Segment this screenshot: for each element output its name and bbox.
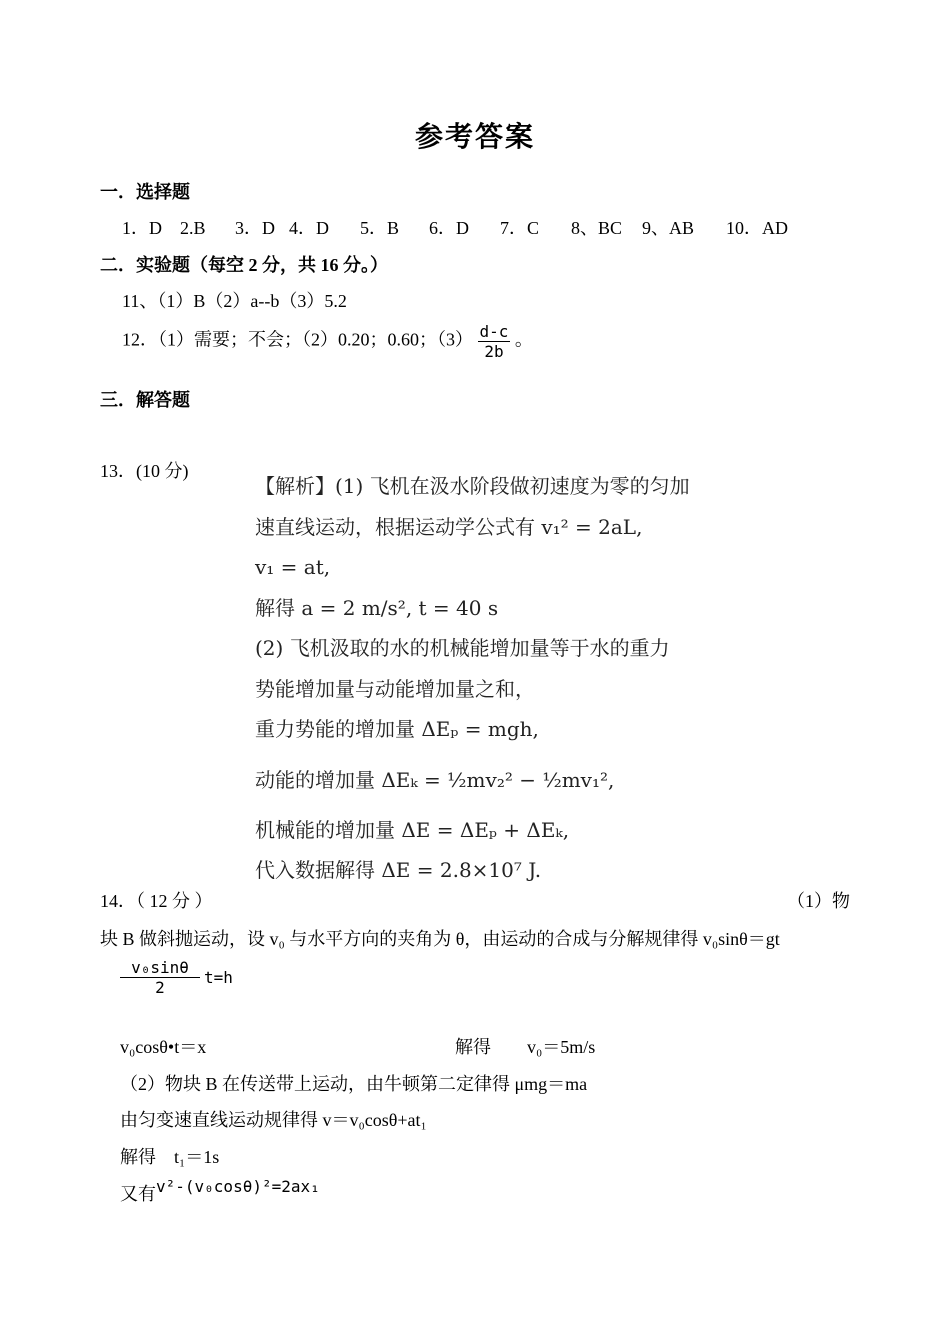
q14-fraction-num: v₀sinθ <box>120 958 200 978</box>
solution-line: 重力势能的增加量 ΔEₚ = mgh, <box>255 717 539 741</box>
page-title: 参考答案 <box>414 122 535 153</box>
q14-line6: 由匀变速直线运动规律得 v＝v₀cosθ+at₁ <box>120 1110 427 1130</box>
answer-2: 2.B <box>180 218 206 238</box>
solution-line: 解得 a = 2 m/s², t = 40 s <box>255 595 499 620</box>
q14-line7: 解得 t₁＝1s <box>120 1147 220 1167</box>
q14-line8-prefix: 又有 <box>120 1184 156 1204</box>
q14-line8-equation: v²-(v₀cosθ)²=2ax₁ <box>156 1177 320 1196</box>
q12-prefix: 12．（1）需要；不会；（2）0.20；0.60；（3） <box>122 329 473 350</box>
answer-9: 9、AB <box>642 218 695 238</box>
solution-line: v₁ = at, <box>255 555 331 579</box>
q13-label: 13．(10 分) <box>100 461 189 481</box>
q12-suffix: 。 <box>514 329 533 350</box>
answer-4: 4．D <box>289 218 329 238</box>
q12-fraction-den: 2b <box>484 342 504 361</box>
q14-line2: 块 B 做斜抛运动，设 v₀ 与水平方向的夹角为 θ，由运动的合成与分解规律得 v₀sinθ＝gt <box>100 929 780 949</box>
solution-line: 势能增加量与动能增加量之和， <box>255 676 535 701</box>
answer-3: 3．D <box>235 218 275 238</box>
section1-heading: 一．选择题 <box>100 182 190 202</box>
solution-line: 【解析】(1) 飞机在汲水阶段做初速度为零的匀加 <box>255 474 690 498</box>
q14-label: 14．（ 12 分 ） <box>100 891 213 911</box>
solution-line: 动能的增加量 ΔEₖ = ½mv₂² − ½mv₁², <box>255 767 615 792</box>
answer-6: 6．D <box>429 218 469 238</box>
solution-line: (2) 飞机汲取的水的机械能增加量等于水的重力 <box>255 636 670 660</box>
section2-heading: 二．实验题（每空 2 分，共 16 分。） <box>100 255 388 275</box>
answer-1: 1．D <box>122 218 162 238</box>
choice-answers <box>122 214 788 240</box>
q12-answer <box>122 322 533 361</box>
solution-line: 速直线运动，根据运动学公式有 v₁² = 2aL, <box>255 514 643 539</box>
answer-8: 8、BC <box>571 218 623 238</box>
q14-line4b: 解得 v₀＝5m/s <box>455 1037 596 1057</box>
q11-answer: 11、（1）B（2）a--b（3）5.2 <box>122 291 347 311</box>
q12-fraction-num: d-c <box>479 322 509 341</box>
q14-part1-start: （1）物 <box>787 891 850 911</box>
q14-line8 <box>120 1177 320 1206</box>
q14-line4a: v₀cosθ•t＝x <box>120 1037 207 1057</box>
answer-7: 7．C <box>500 218 540 238</box>
answer-5: 5．B <box>360 218 400 238</box>
q14-fraction-den: 2 <box>155 978 165 997</box>
q14-fraction-tail: t=h <box>204 968 233 987</box>
q14-fraction <box>120 958 200 997</box>
q12-fraction <box>478 322 511 361</box>
section3-heading: 三．解答题 <box>100 390 190 410</box>
q13-solution-image <box>255 466 775 886</box>
q14-fraction-line <box>120 958 233 997</box>
q14-line5: （2）物块 B 在传送带上运动，由牛顿第二定律得 μmg＝ma <box>120 1074 588 1094</box>
answer-10: 10．AD <box>726 218 788 238</box>
solution-line: 机械能的增加量 ΔE = ΔEₚ + ΔEₖ, <box>255 817 570 842</box>
solution-line: 代入数据解得 ΔE = 2.8×10⁷ J. <box>255 858 542 882</box>
